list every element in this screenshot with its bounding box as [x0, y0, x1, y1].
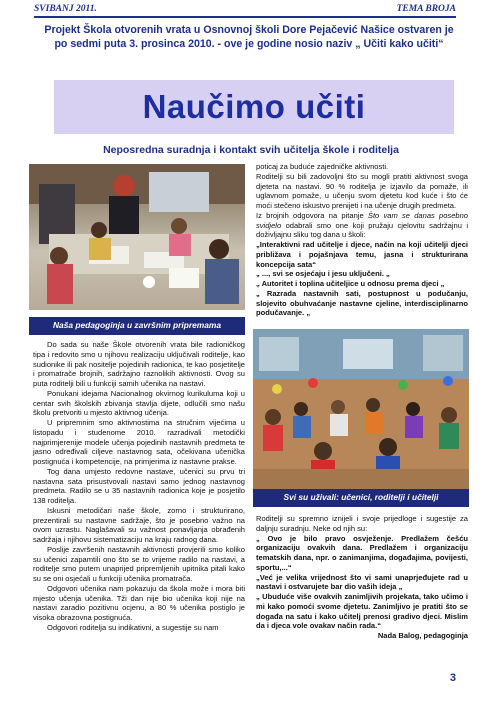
- header-rule: [34, 16, 456, 18]
- paragraph: Roditelji su bili zadovoljni što su mogli pratiti aktivnost svoga djeteta na nastavi. 90 % roditelja je izjavilo da pomaže, ili uglavnom pomaže, u učenju svom djetetu kod kuće i što će moći stečeno iskustvo prenijeti i na učenje drugih predmeta.: [256, 171, 468, 210]
- parent-quote: „ Razrada nastavnih sati, postupnost u podučanju, slojevito obuhvaćanje nastavne cjeline, interdisciplinarno podučavanje. „: [256, 288, 468, 318]
- parent-quote: „Već je velika vrijednost što vi sami unaprjeđujete rad u nastavi i ostvarujete bar dio vaših ideja „: [256, 572, 468, 592]
- paragraph: Poslije završenih nastavnih aktivnosti provjerili smo koliko su učenici zapamtili ono što se to vrijeme radilo na nastavi, a roditelje smo putem unaprijed pripremljenih upitnika pitali kako su se oni osjećali u funkciji učenika promatrača.: [33, 544, 245, 583]
- paragraph: [256, 211, 468, 240]
- paragraph: Iskusni metodičari naše škole, zorno i strukturirano, prezentirali su nastavne sadržaje, što je posebno važno na ovom uzrastu. Naglašavali su važnost ponavljanja obrađenih sadržaja i njihovu sistematizaciju na kraju radnog dana.: [33, 505, 245, 544]
- paragraph: poticaj za buduće zajedničke aktivnosti.: [256, 162, 389, 171]
- classroom-photo-students: [253, 329, 469, 491]
- author-signature: Nada Balog, pedagoginja: [377, 631, 468, 640]
- title-band: [54, 80, 454, 134]
- paragraph: Odgovori roditelja su indikativni, a sugestije su nam: [47, 622, 219, 632]
- right-column-top: [256, 162, 468, 318]
- paragraph: Ponukani idejama Nacionalnog okvirnog kurikuluma koji u centar svih školskih zbivanja stavlja dijete, odlučili smo našu školu pretvoriti u mjesto aktivnog učenja.: [33, 388, 245, 418]
- paragraph: Odgovori učenika nam pokazuju da škola može i mora biti mjesto učenja učenika. Tži dan nije bio učenika koji nije na nastavi zaradio pozitivnu ocjenu, a 80 % učenika postiglo je visoka obrazovna postignuća.: [33, 583, 245, 622]
- classroom-photo-group: [29, 164, 245, 310]
- parent-quote: „ Ubuduće više ovakvih zanimljivih projekata, tako učimo i mi kako pomoći svome djetetu. Zanimljivo je pratiti što se događa na satu i kako učitelj prenosi gradivo djeci. Mislim da i djeca vole ovakav način rada.“: [256, 592, 468, 631]
- paragraph: Roditelji su spremno iznijeli i svoje prijedloge i sugestije za daljnju suradnju. Neke od njih su:: [256, 514, 468, 533]
- issue-date: SVIBANJ 2011.: [34, 4, 97, 14]
- article-subtitle: Neposredna suradnja i kontakt svih učitelja škole i roditelja: [103, 144, 399, 156]
- paragraph: Tog dana umjesto redovne nastave, učenici su prvu tri nastavna sata prisustvovali nastavi samo jednog nastavnog predmeta. Radilo se u 35 nastavnih radionica koje je posjetilo 138 roditelja.: [33, 466, 245, 505]
- right-column-bottom: [256, 514, 468, 641]
- photo-caption-1: Naša pedagoginja u završnim pripremama: [29, 317, 245, 335]
- parent-quote: „ ..., svi se osjećaju i jesu uključeni. „: [256, 269, 390, 279]
- question-text: Što vam se danas posebno svidjelo: [256, 210, 468, 230]
- page-number: 3: [449, 672, 456, 684]
- paragraph: Do sada su naše Škole otvorenih vrata bile radioničkog tipa i redovito smo u njihovu realizaciju uključivali roditelje, kao sudionike ili pak nositelje pojedinih radionica, te kao posjetitelje i promatrače brojnih, sadržajno raznolikih aktivnosti. Ovog su puta roditelji bili u funkciji samih učenika na nastavi.: [33, 340, 245, 388]
- section-label: TEMA BROJA: [396, 4, 456, 14]
- left-column: [33, 340, 245, 633]
- question-rest: odabrali smo one koji pružaju cjelovitu sadržajnu i doživljajnu sliku tog dana u školi:: [256, 220, 468, 240]
- parent-quote: „Interaktivni rad učitelje i djece, način na koji učitelji djeci približava i pojašnjava temu, jasna i strukturirana koncepcija sata“: [256, 240, 468, 269]
- article-title: Naučimo učiti: [142, 88, 366, 125]
- photo-caption-2: Svi su uživali: učenici, roditelji i učitelji: [253, 489, 469, 507]
- paragraph: U pripremnim smo aktivnostima na stručnim vijećima u listopadu i studenome 2010. razradivali metodički najprimjerenije modele učenja pojedinih nastavnih predmeta te jasno određivali ciljeve nastavnog sata, očekivana učenička postignuća i kompetencije, na primjerima iz nastavne prakse.: [33, 418, 245, 466]
- parent-quote: „ Ovo je bilo pravo osvježenje. Predlažem češću organizaciju ovakvih dana. Predlažem i organizaciju tematskih dana, npr. o zanimanjima, događajima, povijesti, sportu,...“: [256, 533, 468, 572]
- parent-quote: „ Autoritet i toplina učiteljice u odnosu prema djeci „: [256, 279, 445, 288]
- intro-text: Projekt Škola otvorenih vrata u Osnovnoj školi Dore Pejačević Našice ostvaren je po sedmi puta 3. prosinca 2010. - ove je godine nosio naziv „ Učiti kako učiti“: [44, 24, 454, 50]
- question-lead: Iz brojnih odgovora na pitanje: [256, 210, 368, 220]
